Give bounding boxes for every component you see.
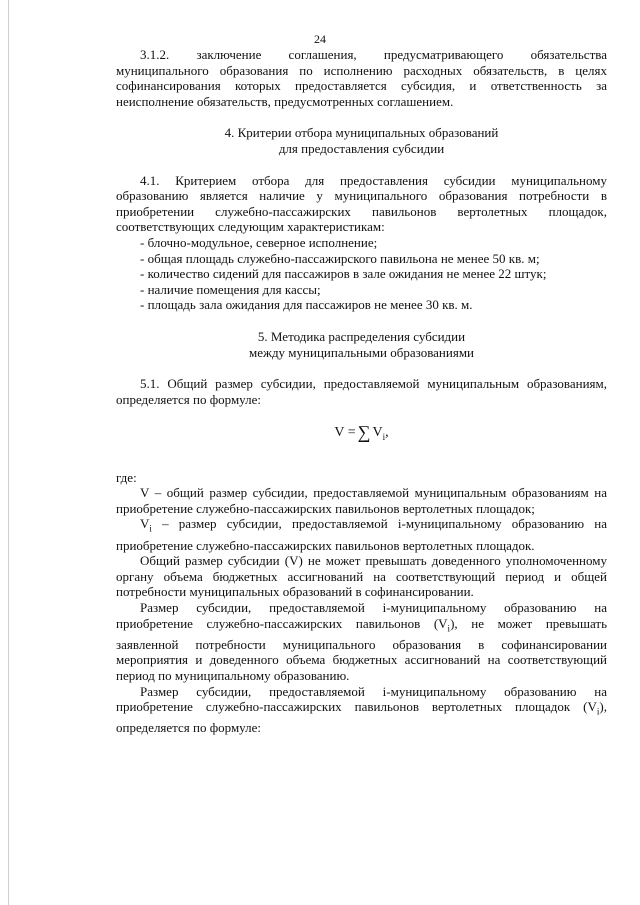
section-5-heading [116, 329, 607, 360]
criteria-item: - наличие помещения для кассы; [140, 281, 321, 297]
paragraph-total-limit: Общий размер субсидии (V) не может превышать доведенного уполномоченному органу объема бюджетных ассигнований на соответствующий период и общей потребности муниципальных образований в софинансировании. [116, 553, 607, 600]
criteria-item: - блочно-модульное, северное исполнение; [140, 234, 378, 250]
paragraph-4-1: 4.1. Критерием отбора для предоставления субсидии муниципальному образованию является наличие у муниципального образования потребности в приобретении служебно-пассажирских павильонов вертолетных площадок, соответствующих следующим характеристикам: [116, 172, 607, 235]
section-5-title-line1: 5. Методика распределения субсидии [257, 328, 466, 344]
formula-subscript: i [382, 432, 386, 443]
document-body [116, 47, 607, 736]
sum-symbol: ∑ [357, 422, 371, 443]
criteria-item: - количество сидений для пассажиров в зале ожидания не менее 22 штук; [140, 266, 547, 282]
definition-vi [116, 516, 607, 553]
definition-v: V – общий размер субсидии, предоставляемой муниципальным образованиям на приобретение служебно-пассажирских павильонов вертолетных площадок; [116, 485, 607, 516]
where-label: где: [116, 469, 137, 485]
size-limit-subscript: i [447, 623, 451, 634]
paragraph-size-calc [116, 684, 607, 736]
section-4-heading [116, 125, 607, 156]
section-4-title-line1: 4. Критерии отбора муниципальных образований [224, 125, 499, 141]
size-calc-text-a: Размер субсидии, предоставляемой i-муниципальному образованию на приобретение служебно-пассажирских павильонов вертолетных площадок (V [116, 683, 607, 715]
size-calc-subscript: i [596, 706, 600, 717]
formula-lhs: V = [334, 425, 356, 441]
criteria-item: - площадь зала ожидания для пассажиров не менее 30 кв. м. [140, 297, 473, 313]
page-number: 24 [314, 32, 326, 46]
paragraph-5-1: 5.1. Общий размер субсидии, предоставляемой муниципальным образованиям, определяется по формуле: [116, 376, 607, 407]
criteria-item: - общая площадь служебно-пассажирского павильона не менее 50 кв. м; [140, 250, 540, 266]
vi-definition-text: – размер субсидии, предоставляемой i-муниципальному образованию на приобретение служебно-пассажирских павильонов вертолетных площадок. [116, 516, 607, 553]
vi-symbol: V [140, 516, 150, 532]
size-limit-text-b: ), не может превышать заявленной потребности муниципального образования в софинансировании мероприятия и доведенного объема бюджетных ассигнований на соответствующий период по муниципальному образованию. [116, 615, 607, 683]
formula-total [116, 422, 607, 445]
size-calc-text-b: ), определяется по формуле: [116, 699, 607, 736]
formula-term: V [372, 425, 383, 441]
clause-3-1-2: 3.1.2. заключение соглашения, предусматривающего обязательства муниципального образования по исполнению расходных обязательств, в целях софинансирования которых предоставляется субсидия, и ответственность за неисполнение обязательств, предусмотренных соглашением. [116, 47, 607, 109]
size-limit-text-a: Размер субсидии, предоставляемой i-муниципальному образованию на приобретение служебно-пассажирских павильонов (V [116, 600, 607, 631]
section-4-title-line2: для предоставления субсидии [278, 140, 445, 156]
paragraph-size-limit [116, 600, 607, 684]
criteria-list [116, 235, 607, 313]
vi-subscript: i [149, 524, 152, 535]
scan-edge-line [8, 0, 9, 905]
section-5-title-line2: между муниципальными образованиями [248, 344, 475, 360]
formula-tail: , [385, 425, 389, 441]
